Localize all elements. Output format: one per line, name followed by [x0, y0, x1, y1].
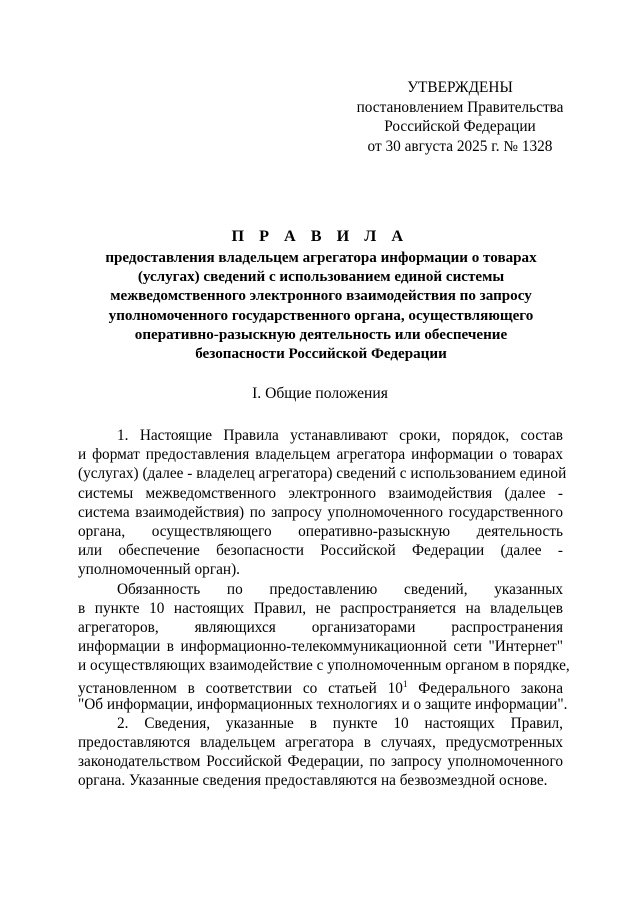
paragraph-2-statute-line [78, 675, 563, 698]
approval-issuer: постановлением Правительства [356, 98, 564, 116]
paragraph-2-line: и осуществляющих взаимодействие с уполномоченным органом в порядке, [78, 657, 570, 675]
statute-text-end: Федерального закона [407, 680, 563, 698]
paragraph-3-line: 2. Сведения, указанные в пункте 10 настоящих Правил, [117, 714, 563, 732]
paragraph-1-line: органа, осуществляющего оперативно-разыскную деятельность [78, 522, 563, 540]
paragraph-2-line: агрегаторов, являющихся организаторами распространения [78, 618, 563, 636]
approval-authority: Российской Федерации [384, 118, 536, 135]
document-title: П Р А В И Л А [231, 227, 409, 245]
subtitle-line: оперативно-разыскную деятельность или обеспечение [134, 326, 508, 343]
section-heading: I. Общие положения [252, 385, 388, 402]
subtitle-line: уполномоченного государственного органа, осуществляющего [108, 307, 534, 324]
approval-stamp [340, 78, 580, 156]
paragraph-1-line: системы межведомственного электронного взаимодействия (далее - [78, 484, 563, 502]
subtitle-line: (услугах) сведений с использованием единой системы [137, 269, 505, 286]
subtitle-line: предоставления владельцем агрегатора информации о товарах [105, 250, 537, 266]
statute-superscript: 1 [402, 679, 408, 690]
paragraph-1-line: и формат предоставления владельцем агрегатора информации о товарах [78, 446, 563, 464]
paragraph-1-line: или обеспечение безопасности Российской Федерации (далее - [78, 542, 563, 560]
subtitle-line: безопасности Российской Федерации [195, 346, 447, 363]
paragraph-2-line: "Об информации, информационных технологиях и о защите информации". [78, 695, 568, 713]
paragraph-1-line: 1. Настоящие Правила устанавливают сроки, порядок, состав [117, 427, 563, 444]
subtitle-line: межведомственного электронного взаимодействия по запросу [110, 288, 532, 305]
document-body [78, 426, 570, 791]
paragraph-2-line: информации в информационно-телекоммуникационной сети "Интернет" [78, 638, 563, 656]
paragraph-2-line: Обязанность по предоставлению сведений, указанных [117, 580, 563, 598]
document-subtitle [80, 249, 562, 364]
paragraph-2-line: в пункте 10 настоящих Правил, не распространяется на владельцев [78, 599, 563, 617]
paragraph-3-line: органа. Указанные сведения предоставляются на безвозмездной основе. [78, 772, 548, 790]
approval-status: УТВЕРЖДЕНЫ [407, 79, 513, 96]
paragraph-1-line: система взаимодействия) по запросу уполномоченного государственного [78, 503, 563, 521]
approval-date-number: от 30 августа 2025 г. № 1328 [367, 137, 553, 155]
paragraph-1-line: уполномоченный орган). [78, 561, 240, 579]
statute-text: установленном в соответствии со статьей 10 [78, 680, 403, 698]
paragraph-3-line: законодательством Российской Федерации, по запросу уполномоченного [78, 753, 563, 771]
paragraph-1-line: (услугах) (далее - владелец агрегатора) сведений с использованием единой [78, 465, 567, 483]
paragraph-3-line: предоставляются владельцем агрегатора в случаях, предусмотренных [78, 734, 563, 751]
